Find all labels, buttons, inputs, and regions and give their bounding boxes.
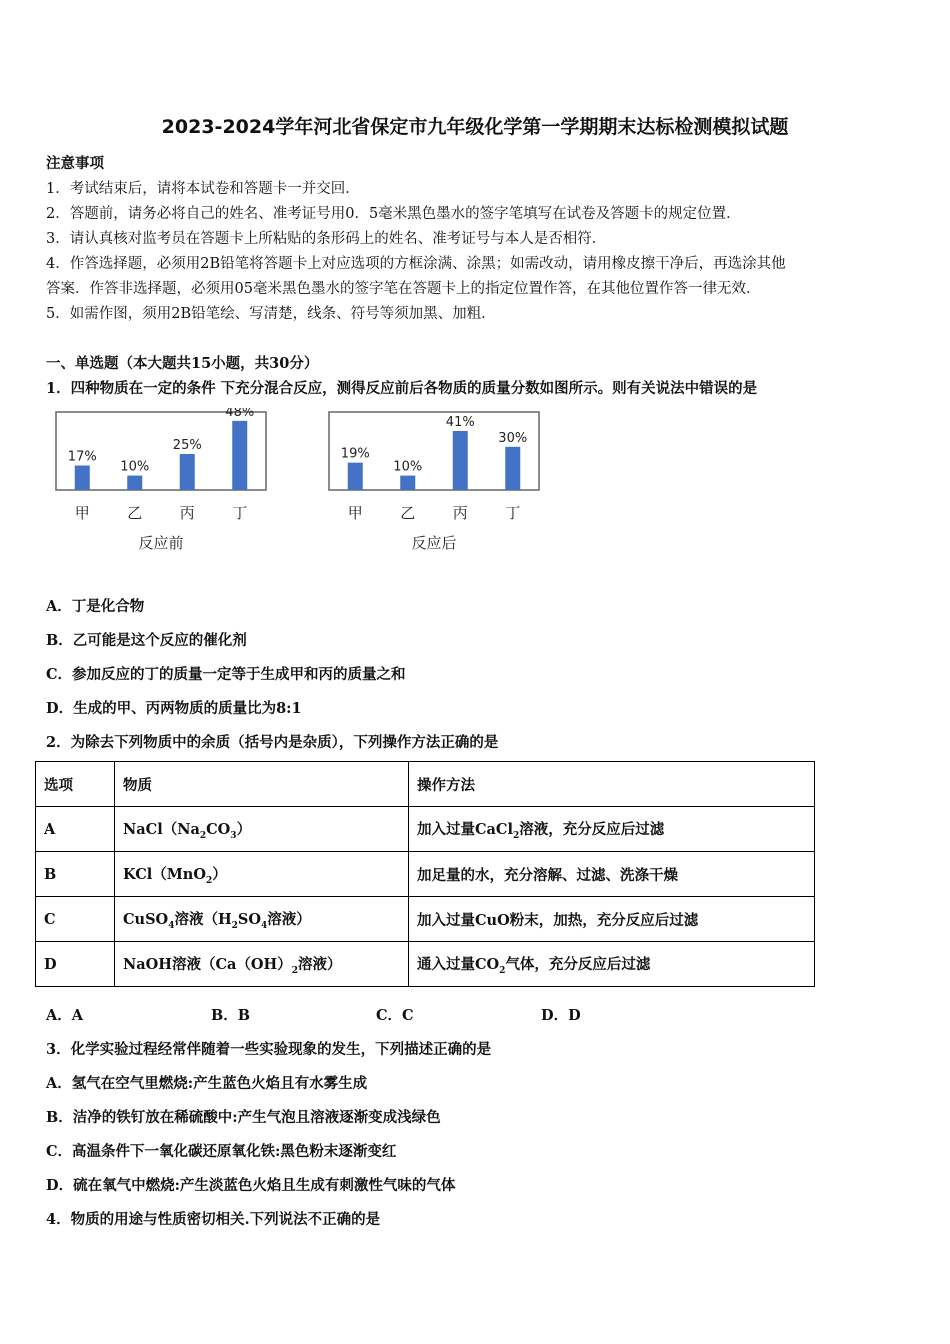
notice-item: 3．请认真核对监考员在答题卡上所粘贴的条形码上的姓名、准考证号与本人是否相符． [46,231,607,247]
chart-data-label: 30% [498,430,528,446]
chart-category-label: 甲 [347,504,363,522]
notice-item: 1．考试结束后，请将本试卷和答题卡一并交回． [46,181,360,197]
q3-option-d: D．硫在氧气中燃烧:产生淡蓝色火焰且生成有刺激性气味的气体 [46,1177,456,1194]
table-row [36,807,815,852]
row-substance: CuSO$_4$溶液（$H_2SO_4$溶液） [115,897,409,942]
q2-answer-d: D．D [541,1007,581,1024]
chart-bar [75,466,90,490]
chart-category-label: 丙 [179,504,195,522]
row-method: 加入过量CuO粉末，加热，充分反应后过滤 [409,897,815,942]
chart-data-label: 48% [225,408,255,420]
chart-bar [232,421,247,490]
notice-item: 答案．作答非选择题，必须用05毫米黑色墨水的签字笔在答题卡上的指定位置作答，在其他位置作答一律无效． [46,281,761,297]
q2-answer-c: C．C [376,1007,414,1024]
notice-item: 4．作答选择题，必须用2B铅笔将答题卡上对应选项的方框涂满、涂黑；如需改动，请用橡皮擦干净后，再选涂其他 [46,256,786,272]
q1-option-a: A．丁是化合物 [46,598,145,615]
row-option: D [36,942,115,987]
notice-item: 5．如需作图，须用2B铅笔绘、写清楚，线条、符号等须加黑、加粗． [46,306,496,322]
table-header-row [36,762,815,807]
chart-title: 反应前 [138,534,184,552]
chart-bar [348,463,363,490]
chart-title: 反应后 [411,534,457,552]
chart-category-label: 甲 [74,504,90,522]
chart-category-label: 乙 [127,504,143,522]
q3-option-b: B．洁净的铁钉放在稀硫酸中:产生气泡且溶液逐渐变成浅绿色 [46,1109,441,1126]
row-substance: $NaCl(Na_2CO_3)$ [115,807,409,852]
notice-item: 2．答题前，请务必将自己的姓名、准考证号用0．5毫米黑色墨水的签字笔填写在试卷及答题卡的规定位置． [46,206,741,222]
chart-after [323,408,548,562]
chart-bar [505,447,520,490]
question-1-stem: 1．四种物质在一定的条件 下充分混合反应，测得反应前后各物质的质量分数如图所示。则有关说法中错误的是 [46,380,758,397]
q3-option-a: A．氢气在空气里燃烧:产生蓝色火焰且有水雾生成 [46,1075,368,1092]
q1-option-c: C．参加反应的丁的质量一定等于生成甲和丙的质量之和 [46,666,406,683]
chart-data-label: 41% [445,414,475,430]
row-substance: NaOH溶液（$Ca(OH)_2$溶液） [115,942,409,987]
chart-data-label: 19% [340,446,370,462]
section-heading: 一、单选题（本大题共15小题，共30分） [46,355,319,372]
chart-after-svg [323,408,548,558]
row-substance: KCl（MnO$_2$） [115,852,409,897]
row-option: A [36,807,115,852]
chart-data-label: 25% [172,438,202,453]
options-table [35,761,815,987]
row-method: 通入过量$CO_2$气体，充分反应后过滤 [409,942,815,987]
question-3-stem: 3．化学实验过程经常伴随着一些实验现象的发生，下列描述正确的是 [46,1041,492,1058]
chart-category-label: 丁 [232,504,248,522]
chart-data-label: 10% [393,459,423,475]
row-option: B [36,852,115,897]
question-2-stem: 2．为除去下列物质中的余质（括号内是杂质），下列操作方法正确的是 [46,734,499,751]
q1-option-d: D．生成的甲、丙两物质的质量比为8:1 [46,700,302,717]
chart-category-label: 丙 [452,504,468,522]
question-4-stem: 4．物质的用途与性质密切相关.下列说法不正确的是 [46,1211,381,1228]
chart-bar [453,431,468,490]
chart-bar [400,476,415,490]
table-row [36,852,815,897]
q3-option-c: C．高温条件下一氧化碳还原氧化铁:黑色粉末逐渐变红 [46,1143,397,1160]
chart-data-label: 10% [120,459,150,475]
table-row [36,897,815,942]
header-substance: 物质 [115,762,409,807]
row-option: C [36,897,115,942]
chart-category-label: 丁 [505,504,521,522]
q1-option-b: B．乙可能是这个反应的催化剂 [46,632,247,649]
table-row [36,942,815,987]
page-title: 2023-2024学年河北省保定市九年级化学第一学期期末达标检测模拟试题 [161,116,789,138]
chart-bar [127,476,142,490]
chart-before-svg [50,408,275,558]
q2-answer-a: A．A [46,1007,84,1024]
chart-before [50,408,275,562]
header-method: 操作方法 [409,762,815,807]
row-method: 加足量的水，充分溶解、过滤、洗涤干燥 [409,852,815,897]
chart-data-label: 17% [67,449,97,465]
header-option: 选项 [36,762,115,807]
q2-answer-b: B．B [211,1007,251,1024]
notice-heading: 注意事项 [46,155,104,172]
chart-bar [180,454,195,490]
chart-category-label: 乙 [400,504,416,522]
row-method: 加入过量CaCl$_2$溶液，充分反应后过滤 [409,807,815,852]
